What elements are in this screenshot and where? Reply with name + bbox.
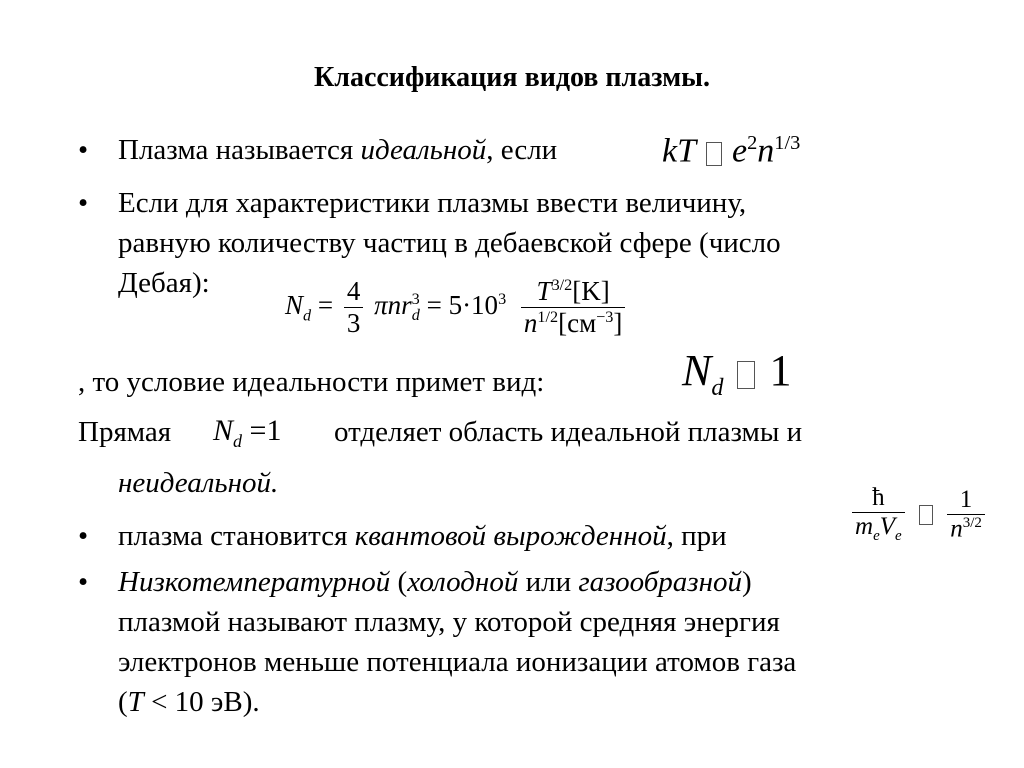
slide-title: Классификация видов плазмы. — [313, 62, 711, 93]
line-definition-text: отделяет область идеальной плазмы и — [334, 416, 803, 448]
ideal-plasma-text: Плазма называется идеальной, если — [118, 134, 558, 166]
line-definition-label: Прямая — [78, 416, 172, 448]
line-definition-italic: неидеальной. — [118, 467, 279, 499]
bullet-marker: • — [78, 520, 89, 552]
low-temp-line-2: плазмой называют плазму, у которой средняя энергия — [118, 606, 780, 638]
ideality-condition-text: , то условие идеальности примет вид: — [78, 366, 545, 398]
debye-text-line-3: Дебая): — [118, 267, 210, 299]
much-greater-symbol-box — [737, 361, 755, 389]
debye-number-formula: $N_d$ = $\frac{4}{3}$ $\pi nr^3_d = 5\cdot 10^3$ $\frac{T^{3/2}[K]}{n^{1/2}[см^{-3}]}$ — [285, 276, 625, 339]
low-temp-line-1: Низкотемпературной (холодной или газообразной) — [118, 566, 752, 598]
debye-text-line-2: равную количеству частиц в дебаевской сфере (число — [118, 227, 781, 259]
bullet-marker: • — [78, 566, 89, 598]
bullet-marker: • — [78, 187, 89, 219]
much-less-symbol-box — [919, 505, 933, 525]
debye-text-line-1: Если для характеристики плазмы ввести величину, — [118, 187, 747, 219]
ideal-condition-formula: kT $e^2n^{1/3}$ — [662, 132, 801, 170]
low-temp-line-4: (T < 10 эВ). — [118, 686, 260, 718]
bullet-marker: • — [78, 134, 89, 166]
much-greater-symbol-box — [706, 142, 722, 166]
low-temp-line-3: электронов меньше потенциала ионизации атомов газа — [118, 646, 797, 678]
ideality-condition-formula: $N_d$ 1 — [682, 346, 792, 401]
quantum-plasma-text: плазма становится квантовой вырожденной, при — [118, 520, 727, 552]
quantum-condition-formula: $\frac{ħ}{m_eV_e}$ $\frac{1}{n^{3/2}}$ — [852, 484, 985, 545]
line-definition-formula: $N_d =1$ — [213, 414, 282, 451]
